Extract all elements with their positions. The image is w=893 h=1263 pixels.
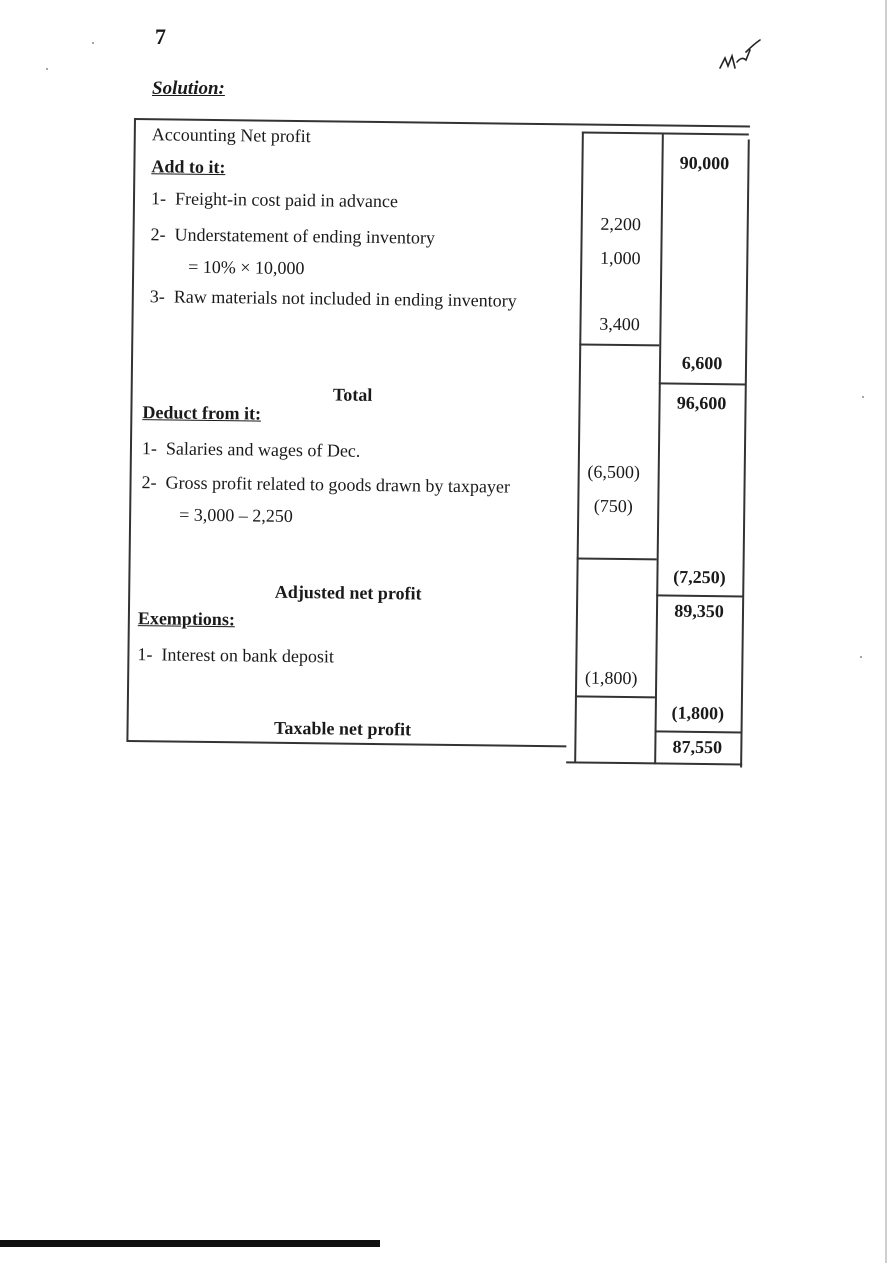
add-item-1-label: Freight-in cost paid in advance <box>174 188 399 212</box>
add-item-3-amount: 3,400 <box>599 313 640 335</box>
deduct-item-1-label: Salaries and wages of Dec. <box>165 438 361 461</box>
solution-heading: Solution: <box>152 78 225 99</box>
amount-rule-add <box>579 343 659 345</box>
total-rule-1 <box>659 382 746 385</box>
add-item-2-label: Understatement of ending inventory <box>174 224 436 248</box>
total-column-right-border <box>740 140 749 768</box>
amount-rule-deduct <box>577 557 657 559</box>
adjusted-net-profit-total: 89,350 <box>674 600 724 622</box>
scan-page-edge <box>885 0 887 1263</box>
amount-rule-exemptions <box>575 695 655 697</box>
amount-column-top <box>582 131 749 135</box>
exemption-item-1-label: Interest on bank deposit <box>161 644 335 667</box>
taxable-net-profit-label: Taxable net profit <box>273 717 412 740</box>
deduct-subtotal: (7,250) <box>673 566 726 588</box>
add-subtotal: 6,600 <box>681 352 723 374</box>
add-item-3-label: Raw materials not included in ending inventory <box>173 286 517 311</box>
table-border-left <box>126 118 135 740</box>
handwritten-initials-mark <box>716 38 762 74</box>
total-value: 96,600 <box>676 392 727 414</box>
deduct-item-2-index: 2- <box>141 472 157 493</box>
deduct-item-1-index: 1- <box>141 438 158 459</box>
scan-speck <box>862 396 864 398</box>
taxable-net-profit-total: 87,550 <box>672 736 723 758</box>
scan-speck <box>92 42 94 44</box>
scan-speck <box>46 68 48 70</box>
deduct-item-2-amount: (750) <box>593 495 633 517</box>
add-item-1-index: 1- <box>150 188 167 209</box>
add-to-it-heading: Add to it: <box>151 156 226 178</box>
adjusted-net-profit-label: Adjusted net profit <box>274 581 422 604</box>
accounting-net-profit-label: Accounting Net profit <box>151 124 311 147</box>
scan-edge-bar <box>0 1240 380 1247</box>
deduct-from-it-heading: Deduct from it: <box>142 402 262 424</box>
add-item-2-amount: 1,000 <box>599 247 641 269</box>
add-item-2-detail: = 10% × 10,000 <box>188 256 305 279</box>
exemptions-subtotal: (1,800) <box>671 702 725 724</box>
add-item-1-amount: 2,200 <box>600 213 642 235</box>
deduct-item-2-detail: = 3,000 – 2,250 <box>179 504 293 526</box>
page-number: 7 <box>155 24 166 49</box>
deduct-item-2-label: Gross profit related to goods drawn by taxpayer <box>165 472 511 497</box>
deduct-item-1-amount: (6,500) <box>587 461 641 483</box>
exemption-item-1-index: 1- <box>137 644 153 665</box>
accounting-net-profit-total: 90,000 <box>679 152 730 174</box>
add-item-3-index: 3- <box>149 286 165 307</box>
add-item-2-index: 2- <box>150 224 166 245</box>
exemptions-heading: Exemptions: <box>137 608 236 630</box>
total-rule-3 <box>655 730 742 733</box>
total-label: Total <box>332 384 373 405</box>
exemption-item-1-amount: (1,800) <box>584 667 638 689</box>
total-rule-2 <box>656 594 743 597</box>
scan-speck <box>860 656 862 658</box>
amount-column-bottom <box>566 761 742 765</box>
